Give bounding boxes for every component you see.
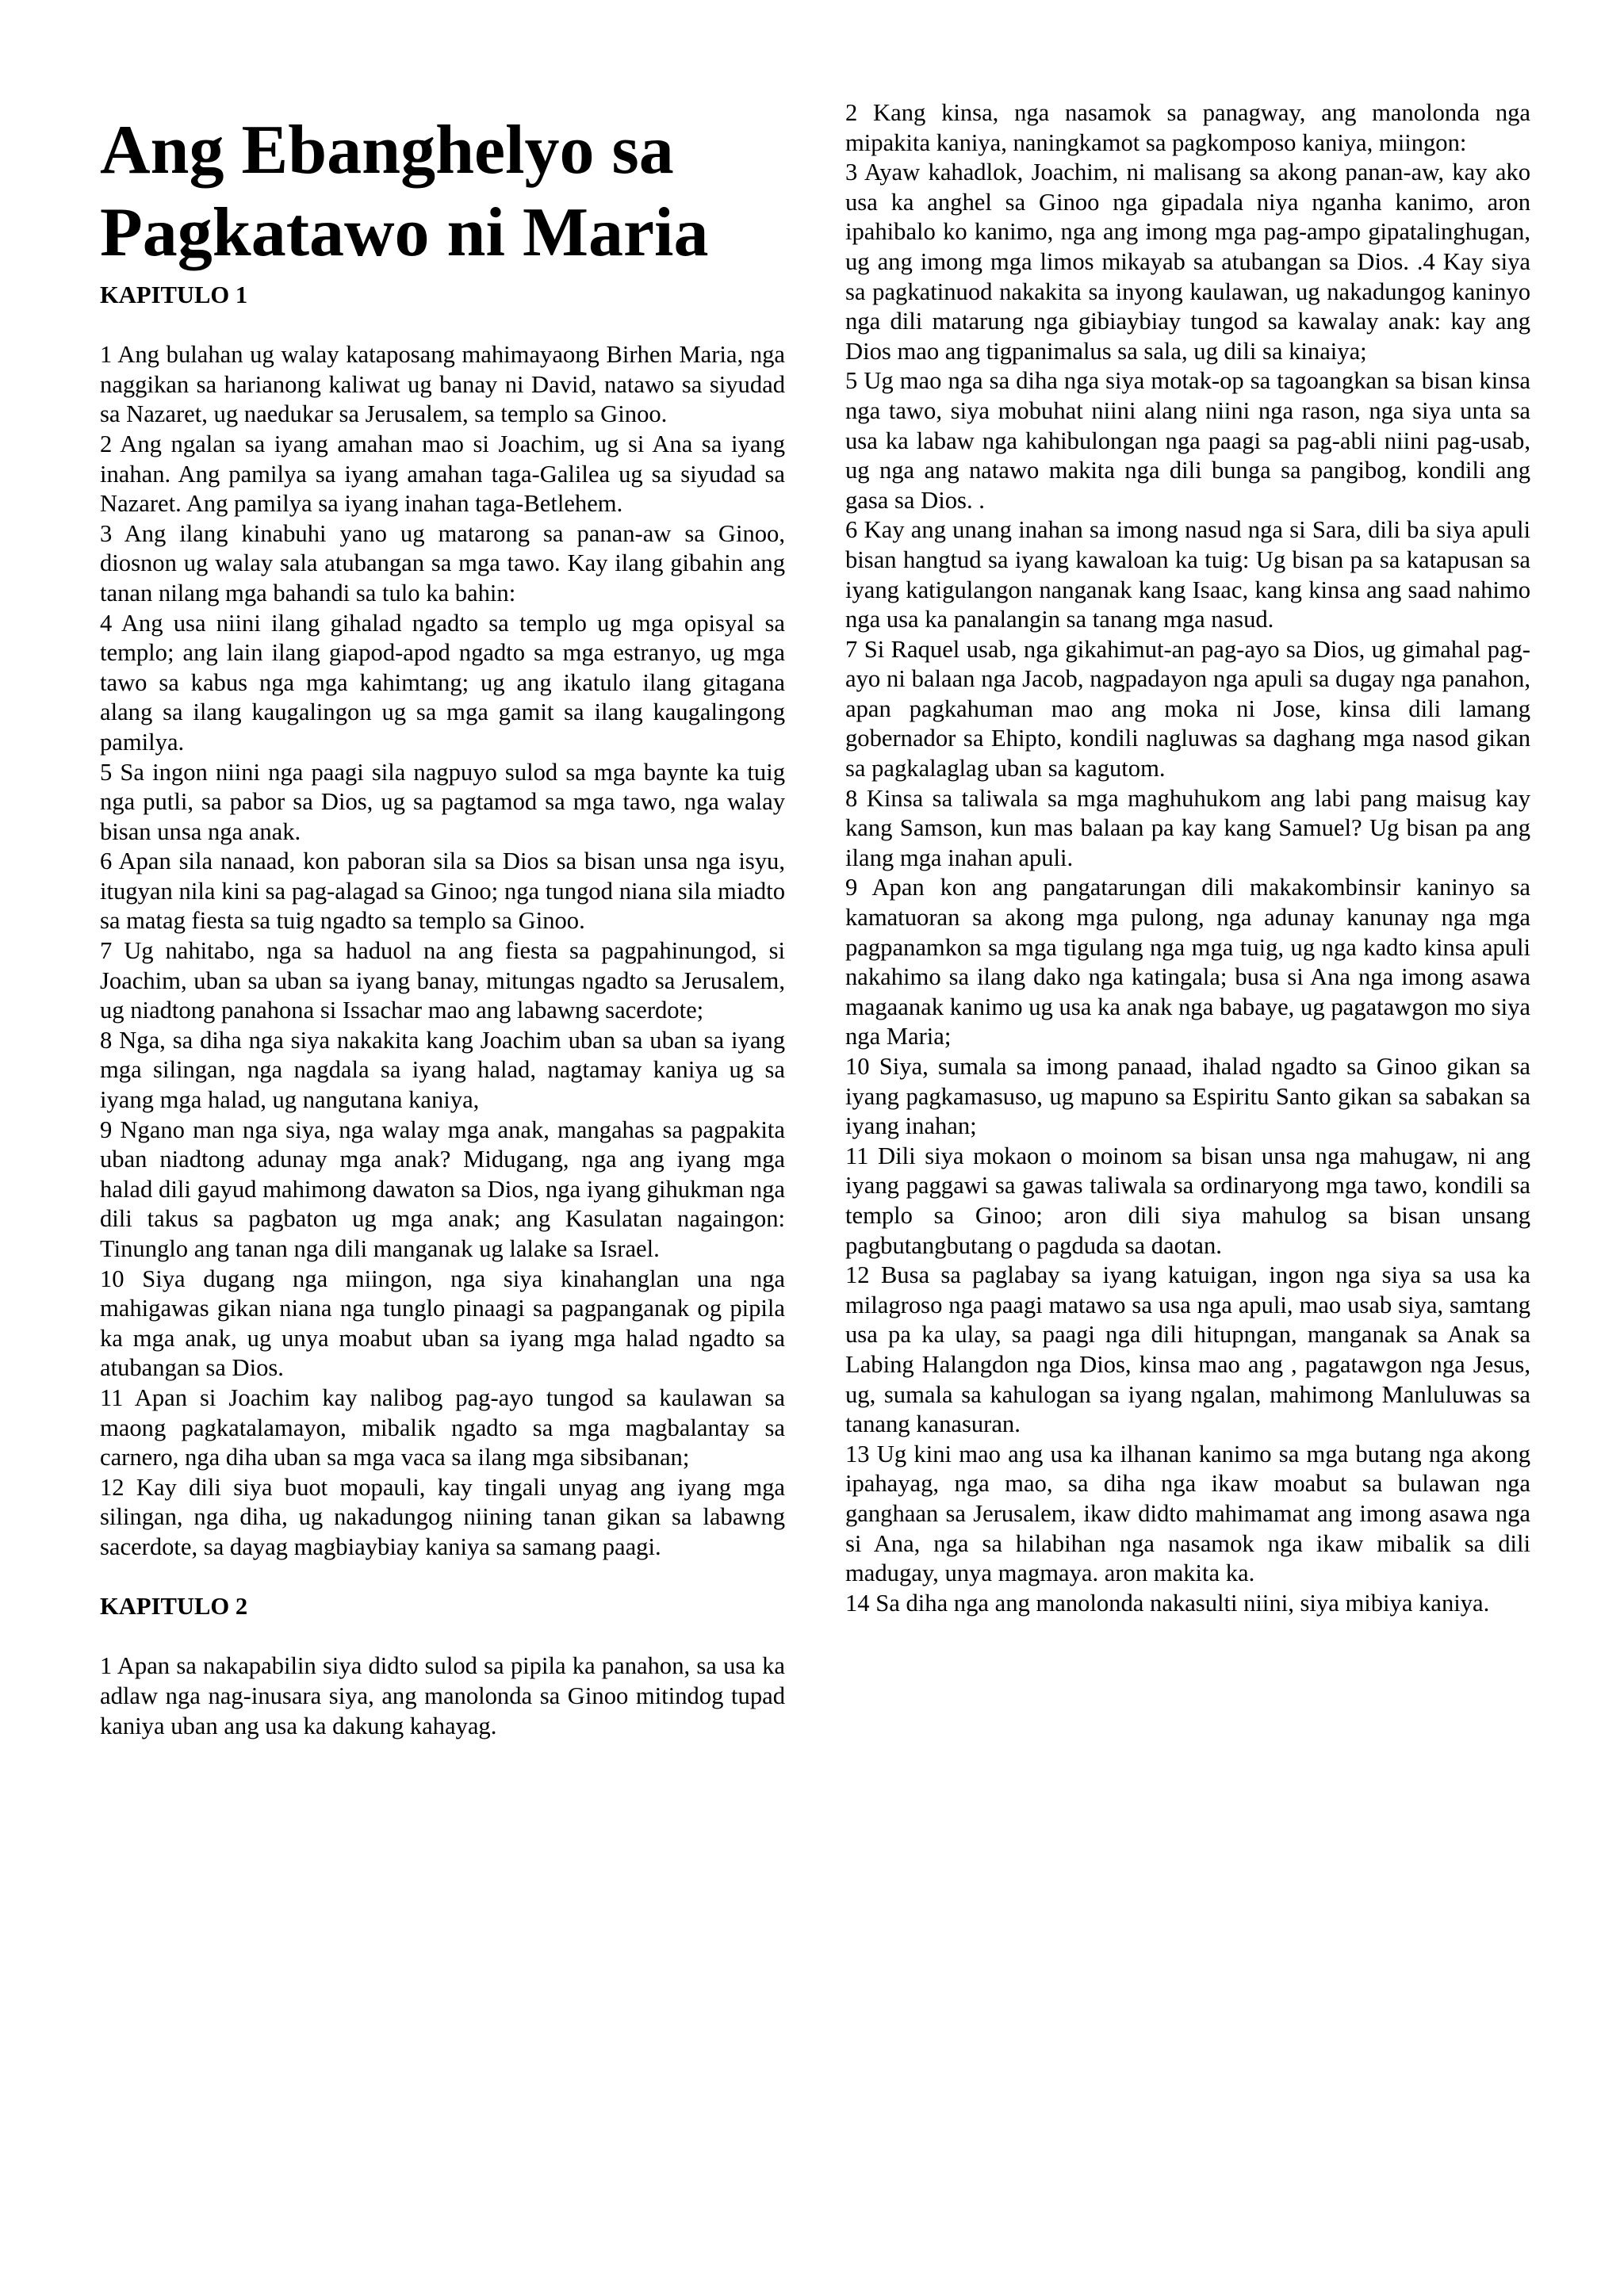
title-line-1: Ang Ebanghelyo sa bbox=[100, 112, 674, 189]
chapter-1-verse-12: 12 Kay dili siya buot mopauli, kay tingali unyag ang iyang mga silingan, nga diha, ug nakadungog niining tanan gikan sa labawng sacerdote, sa dayag magbiaybiay kaniya sa samang paagi. bbox=[100, 1473, 785, 1560]
chapter-1-verse-4: 4 Ang usa niini ilang gihalad ngadto sa templo ug mga opisyal sa templo; ang lain ilang giapod-apod ngadto sa mga estranyo, ug mga tawo sa kabus nga mga kahimtang; ug ang ikatulo ilang gitagana alang sa ilang kaugalingon ug sa mga gamit sa ilang kaugalingong pamilya. bbox=[100, 609, 785, 756]
right-column bbox=[845, 98, 1530, 1618]
section-gap bbox=[100, 311, 785, 341]
chapter-1-verse-10: 10 Siya dugang nga miingon, nga siya kinahanglan una nga mahigawas gikan niana nga tunglo pinaagi sa pagpanganak og pipila ka mga anak, ug unya moabut uban sa iyang mga halad ngadto sa atubangan sa Dios. bbox=[100, 1265, 785, 1382]
chapter-2-verse-11: 11 Dili siya mokaon o moinom sa bisan unsa nga mahugaw, ni ang iyang paggawi sa gawas taliwala sa ordinaryong mga tawo, kondili sa templo sa Ginoo; aron dili siya mahulog sa bisan unsang pagbutangbutang o pagduda sa daotan. bbox=[845, 1142, 1530, 1259]
chapter-1-verse-1: 1 Ang bulahan ug walay kataposang mahimayaong Birhen Maria, nga naggikan sa harianong kaliwat ug banay ni David, natawo sa siyudad sa Nazaret, ug naedukar sa Jerusalem, sa templo sa Ginoo. bbox=[100, 341, 785, 428]
chapter-1-verse-3: 3 Ang ilang kinabuhi yano ug matarong sa panan-aw sa Ginoo, diosnon ug walay sala atubangan sa mga tawo. Kay ilang gibahin ang tanan nilang mga bahandi sa tulo ka bahin: bbox=[100, 519, 785, 607]
chapter-2-verse-8: 8 Kinsa sa taliwala sa mga maghuhukom ang labi pang maisug kay kang Samson, kun mas balaan pa kay kang Samuel? Ug bisan pa ang ilang mga inahan apuli. bbox=[845, 784, 1530, 871]
chapter-2-verse-3: 3 Ayaw kahadlok, Joachim, ni malisang sa akong panan-aw, kay ako usa ka anghel sa Ginoo nga gipadala niya nganha kanimo, aron ipahibalo ko kanimo, nga ang imong mga pag-ampo gipatalinghugan, ug ang imong mga limos mikayab sa atubangan sa Dios. .4 Kay siya sa pagkatinuod nakakita sa inyong kaulawan, ug nakadungog kaninyo nga dili matarung nga gibiaybiay tungod sa kawalay anak: kay ang Dios mao ang tigpanimalus sa sala, ug dili sa kinaiya; bbox=[845, 159, 1530, 365]
left-column bbox=[100, 95, 785, 1741]
chapter-1-heading: KAPITULO 1 bbox=[100, 281, 248, 308]
chapter-2-verse-7: 7 Si Raquel usab, nga gikahimut-an pag-ayo sa Dios, ug gimahal pag-ayo ni balaan nga Jacob, nagpadayon nga apuli sa dugay nga panahon, apan pagkahuman mao ang moka ni Jose, kinsa dili lamang gobernador sa Ehipto, kondili nagluwas sa daghang mga nasod gikan sa pagkalaglag uban sa kagutom. bbox=[845, 635, 1530, 783]
section-gap bbox=[100, 1563, 785, 1593]
chapter-1-verse-2: 2 Ang ngalan sa iyang amahan mao si Joachim, ug si Ana sa iyang inahan. Ang pamilya sa iyang amahan taga-Galilea ug sa siyudad sa Nazaret. Ang pamilya sa iyang inahan taga-Betlehem. bbox=[100, 430, 785, 518]
chapter-1-verse-11: 11 Apan si Joachim kay nalibog pag-ayo tungod sa kaulawan sa maong pagkatalamayon, mibalik ngadto sa mga magbalantay sa carnero, nga diha uban sa mga vaca sa ilang mga sibsibanan; bbox=[100, 1383, 785, 1471]
chapter-2-verse-6: 6 Kay ang unang inahan sa imong nasud nga si Sara, dili ba siya apuli bisan hangtud sa iyang kawaloan ka tuig: Ug bisan pa sa katapusan sa iyang katigulangon nanganak kang Isaac, kang kinsa ang saad nahimo nga usa ka panalangin sa tanang mga nasud. bbox=[845, 516, 1530, 633]
chapter-1-verse-9: 9 Ngano man nga siya, nga walay mga anak, mangahas sa pagpakita uban niadtong adunay mga anak? Midugang, nga ang iyang mga halad dili gayud mahimong dawaton sa Dios, nga iyang gihukman nga dili takus sa pagbaton ug mga anak; ang Kasulatan nagaingon: Tinunglo ang tanan nga dili manganak ug lalake sa Israel. bbox=[100, 1115, 785, 1262]
chapter-2-heading: KAPITULO 2 bbox=[100, 1593, 248, 1621]
chapter-2-verse-9: 9 Apan kon ang pangatarungan dili makakombinsir kaninyo sa kamatuoran sa akong mga pulong, nga adunay kanunay nga mga pagpanamkon sa mga tigulang nga mga tuig, ug nga kadto kinsa apuli nakahimo sa ilang dako nga katingala; busa si Ana nga imong asawa magaanak kanimo ug usa ka anak nga babaye, ug pagatawgon mo siya nga Maria; bbox=[845, 874, 1530, 1050]
chapter-1-verse-5: 5 Sa ingon niini nga paagi sila nagpuyo sulod sa mga baynte ka tuig nga putli, sa pabor sa Dios, ug sa pagtamod sa mga tawo, nga walay bisan unsa nga anak. bbox=[100, 758, 785, 845]
chapter-2-verse-10: 10 Siya, sumala sa imong panaad, ihalad ngadto sa Ginoo gikan sa iyang pagkamasuso, ug mapuno sa Espiritu Santo gikan sa sabakan sa iyang inahan; bbox=[845, 1053, 1530, 1140]
chapter-1-verse-6: 6 Apan sila nanaad, kon paboran sila sa Dios sa bisan unsa nga isyu, itugyan nila kini sa pag-alagad sa Ginoo; nga tungod niana sila miadto sa matag fiesta sa tuig ngadto sa templo sa Ginoo. bbox=[100, 848, 785, 935]
chapter-2-verse-2: 2 Kang kinsa, nga nasamok sa panagway, ang manolonda nga mipakita kaniya, naningkamot sa pagkomposo kaniya, miingon: bbox=[845, 99, 1530, 156]
chapter-2-verse-13: 13 Ug kini mao ang usa ka ilhanan kanimo sa mga butang nga akong ipahayag, nga mao, sa diha nga ikaw moabut sa bulawan nga ganghaan sa Jerusalem, ikaw didto mahimamat ang imong asawa nga si Ana, nga sa hilabihan nga nasamok nga ikaw mibalik sa dili madugay, unya magmaya. aron makita ka. bbox=[845, 1440, 1530, 1587]
document-title bbox=[100, 109, 785, 274]
chapter-2-verse-5: 5 Ug mao nga sa diha nga siya motak-op sa tagoangkan sa bisan kinsa nga tawo, siya mobuhat niini alang niini nga rason, nga siya unta sa usa ka labaw nga kahibulongan nga paagi sa pag-abli niini pag-usab, ug nga ang natawo makita nga dili bunga sa pangibog, kondili ang gasa sa Dios. . bbox=[845, 367, 1530, 514]
chapter-2-verse-12: 12 Busa sa paglabay sa iyang katuigan, ingon nga siya sa usa ka milagroso nga paagi matawo sa usa nga apuli, mao usab siya, samtang usa pa ka ulay, sa paagi nga dili hitupngan, manganak sa Anak sa Labing Halangdon nga Dios, kinsa mao ang , pagatawgon nga Jesus, ug, sumala sa kahulogan sa iyang ngalan, mahimong Manluluwas sa tanang kanasuran. bbox=[845, 1261, 1530, 1438]
section-gap bbox=[100, 1622, 785, 1652]
title-line-2: Pagkatawo ni Maria bbox=[100, 194, 709, 271]
chapter-2-verse-1: 1 Apan sa nakapabilin siya didto sulod sa pipila ka panahon, sa usa ka adlaw nga nag-inusara siya, ang manolonda sa Ginoo mitindog tupad kaniya uban ang usa ka dakung kahayag. bbox=[100, 1652, 785, 1739]
chapter-1-verse-8: 8 Nga, sa diha nga siya nakakita kang Joachim uban sa uban sa iyang mga silingan, nga nagdala sa iyang halad, nagtamay kaniya ug sa iyang mga halad, ug nangutana kaniya, bbox=[100, 1026, 785, 1114]
chapter-2-verse-14: 14 Sa diha nga ang manolonda nakasulti niini, siya mibiya kaniya. bbox=[845, 1589, 1490, 1617]
chapter-1-verse-7: 7 Ug nahitabo, nga sa haduol na ang fiesta sa pagpahinungod, si Joachim, uban sa uban sa iyang banay, mitungas ngadto sa Jerusalem, ug niadtong panahona si Issachar mao ang labawng sacerdote; bbox=[100, 937, 785, 1024]
